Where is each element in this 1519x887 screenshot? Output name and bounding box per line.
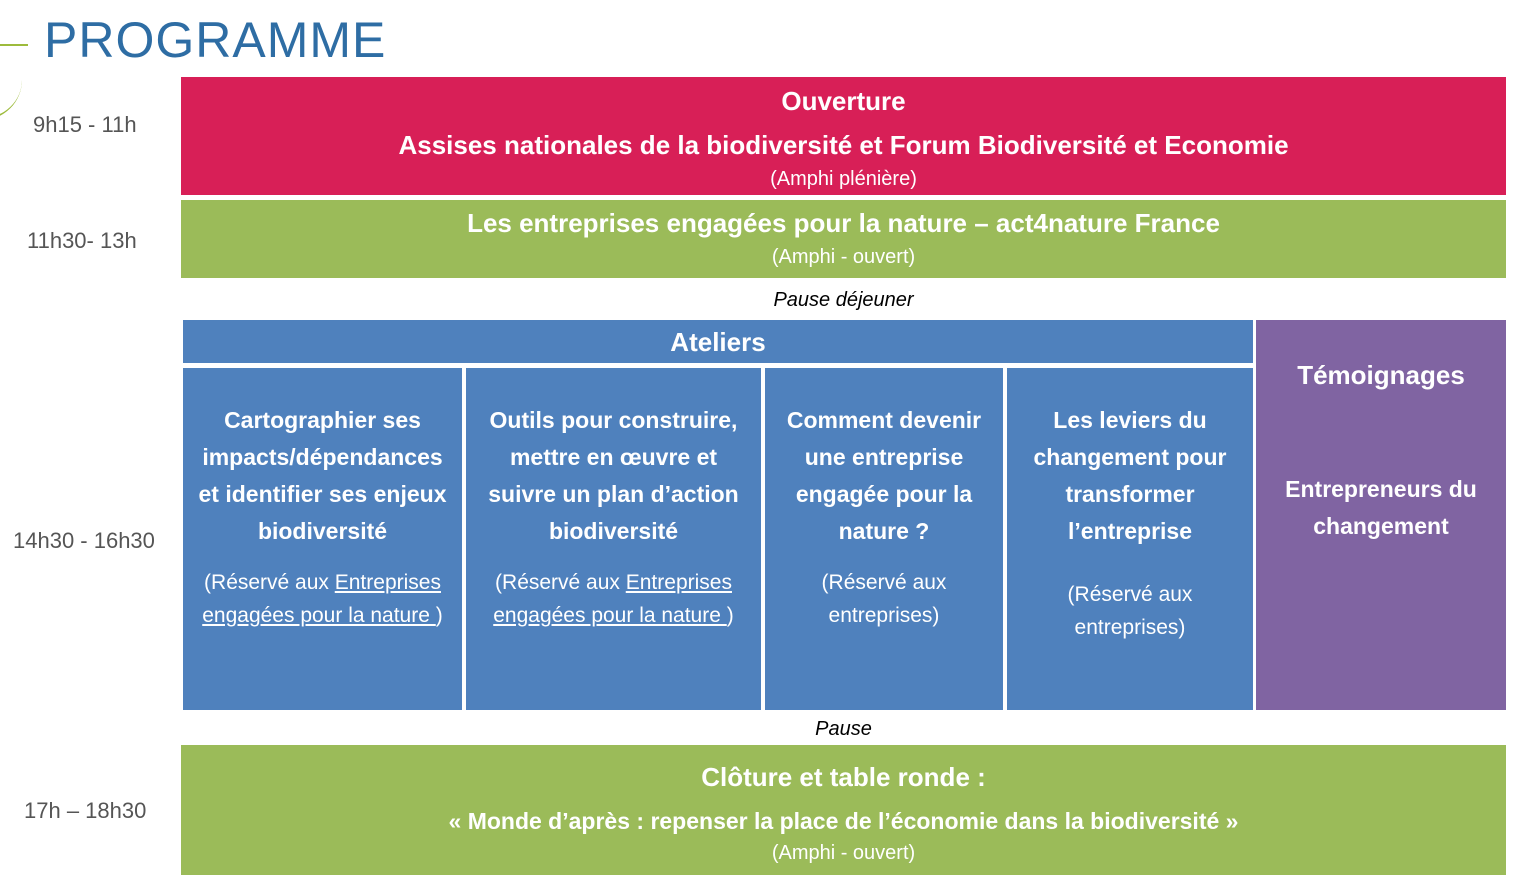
time-closing: 17h – 18h30 [24,798,147,823]
opening-block [181,77,1506,195]
time-workshops: 14h30 - 16h30 [13,528,155,553]
opening-room: (Amphi plénière) [770,168,917,190]
closing-room: (Amphi - ouvert) [771,842,916,864]
time-companies: 11h30- 13h [27,228,137,253]
workshop-title: Cartographier ses impacts/dépendances et identifier ses enjeux biodiversité [198,407,447,544]
opening-subtitle: Assises nationales de la biodiversité et Forum Biodiversité et Economie [398,130,1289,160]
workshops-header-label: Ateliers [670,327,766,357]
closing-title: Clôture et table ronde : [701,762,986,792]
companies-block [181,200,1506,278]
closing-subtitle: « Monde d’après : repenser la place de l’économie dans la biodiversité » [448,808,1239,834]
workshops-header [183,320,1253,363]
companies-title: Les entreprises engagées pour la nature – act4nature France [467,208,1220,238]
workshop-note-suffix: ) [726,604,734,627]
title-accent-line [0,44,28,46]
decorative-curve [0,70,22,120]
workshop-title: Comment devenir une entreprise engagée pour la nature ? [786,407,982,544]
workshop-note-link[interactable]: Entreprises engagées pour la nature [493,571,732,627]
time-opening: 9h15 - 11h [33,112,137,137]
workshop-title: Les leviers du changement pour transformer l’entreprise [1033,407,1227,544]
workshop-note-link[interactable]: Entreprises engagées pour la nature [202,571,441,627]
lunch-break-label: Pause déjeuner [773,289,914,311]
workshop-note-prefix: (Réservé aux [495,571,626,594]
workshop-card [183,368,462,710]
workshop-card [1007,368,1253,710]
companies-room: (Amphi - ouvert) [771,246,916,268]
workshop-note: (Réservé aux entreprises) [821,571,947,627]
workshop-card [466,368,761,710]
closing-block [181,745,1506,875]
testimonials-subtitle: Entrepreneurs du changement [1285,476,1477,539]
workshop-note [189,566,456,632]
workshop-note [476,566,751,632]
break-label: Pause [815,718,872,740]
opening-title: Ouverture [781,86,906,116]
workshop-note: (Réservé aux entreprises) [1067,583,1193,639]
testimonials-block [1256,320,1506,710]
testimonials-title: Témoignages [1297,360,1465,390]
workshop-note-prefix: (Réservé aux [204,571,335,594]
page-title: PROGRAMME [44,12,387,68]
workshop-note-suffix: ) [435,604,443,627]
workshop-title: Outils pour construire, mettre en œuvre et suivre un plan d’action biodiversité [488,407,739,544]
workshop-card [765,368,1003,710]
